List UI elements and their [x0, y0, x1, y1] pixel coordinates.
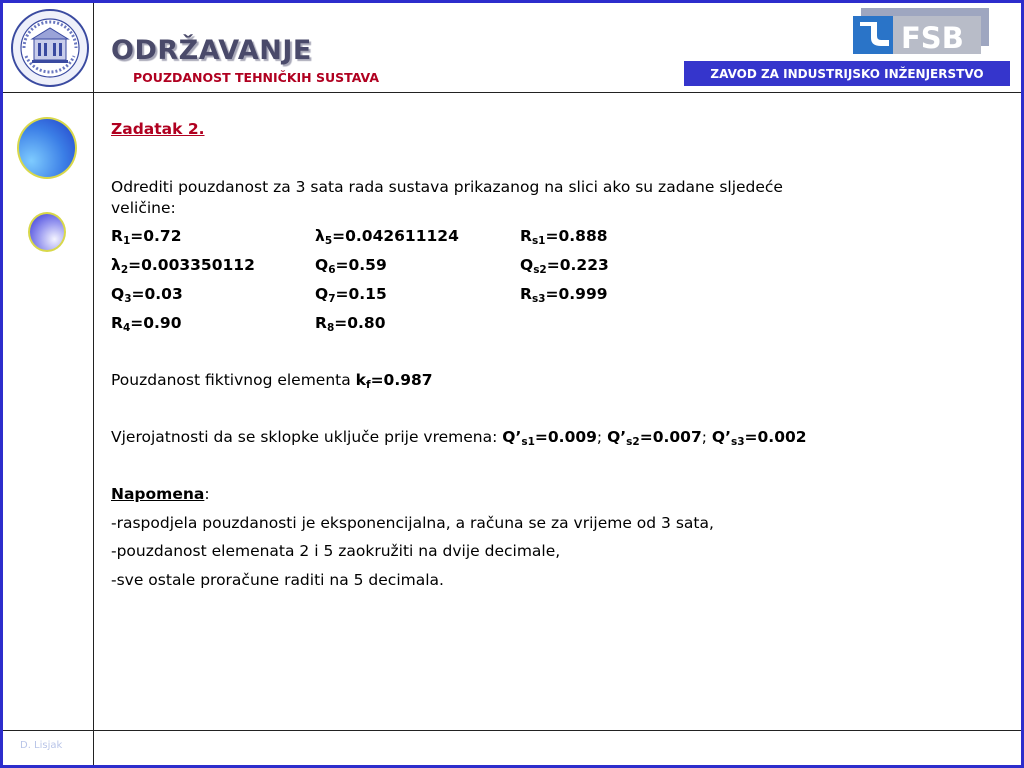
- task-intro-line2: veličine:: [111, 199, 176, 217]
- param-rs3: $R_{s3}=0.999$: [520, 285, 608, 305]
- param-row: [111, 314, 991, 332]
- note-item: -pouzdanost elemenata 2 i 5 zaokružiti na dvije decimale,: [111, 542, 561, 560]
- switch-probability-line: Vjerojatnosti da se sklopke uključe prije vremena: $Q’_{s1}=0.009$; $Q’_{s2}=0.007$; $Q’_{s3}=0.002$: [111, 428, 807, 448]
- page-title: ODRŽAVANJE: [111, 35, 312, 66]
- param-r1: $R_1=0.72$: [111, 227, 182, 247]
- param-row: [111, 256, 991, 274]
- note-item: -sve ostale proračune raditi na 5 decimala.: [111, 571, 444, 589]
- university-seal-icon: [10, 8, 90, 88]
- param-row: [111, 227, 991, 245]
- header-divider: [3, 92, 1021, 93]
- param-rs1: $R_{s1}=0.888$: [520, 227, 608, 247]
- footer-divider: [3, 730, 1021, 731]
- page-subtitle: POUZDANOST TEHNIČKIH SUSTAVA: [133, 70, 380, 85]
- vertical-divider: [93, 3, 94, 765]
- logo-text: FSB: [901, 21, 964, 55]
- task-heading: Zadatak 2.: [111, 120, 205, 138]
- decorative-orb-large: [17, 117, 77, 179]
- param-l5: $\lambda_5=0.042611124$: [315, 227, 459, 247]
- param-q3: $Q_3=0.03$: [111, 285, 183, 305]
- param-r4: $R_4=0.90$: [111, 314, 182, 334]
- param-row: [111, 285, 991, 303]
- fsb-logo: [853, 8, 989, 56]
- note-item: -raspodjela pouzdanosti je eksponencijalna, a računa se za vrijeme od 3 sata,: [111, 514, 714, 532]
- param-q6: $Q_6=0.59$: [315, 256, 387, 276]
- param-r8: $R_8=0.80$: [315, 314, 386, 334]
- task-intro-line1: Odrediti pouzdanost za 3 sata rada sustava prikazanog na slici ako su zadane sljedeće: [111, 178, 783, 196]
- department-banner: ZAVOD ZA INDUSTRIJSKO INŽENJERSTVO: [684, 61, 1010, 86]
- fictive-element-line: Pouzdanost fiktivnog elementa $k_f=0.987$: [111, 371, 433, 391]
- param-qs2: $Q_{s2}=0.223$: [520, 256, 609, 276]
- param-l2: $\lambda_2=0.003350112$: [111, 256, 255, 276]
- note-heading: Napomena:: [111, 485, 210, 503]
- author-label: D. Lisjak: [20, 740, 63, 751]
- param-q7: $Q_7=0.15$: [315, 285, 387, 305]
- decorative-orb-small: [28, 212, 66, 252]
